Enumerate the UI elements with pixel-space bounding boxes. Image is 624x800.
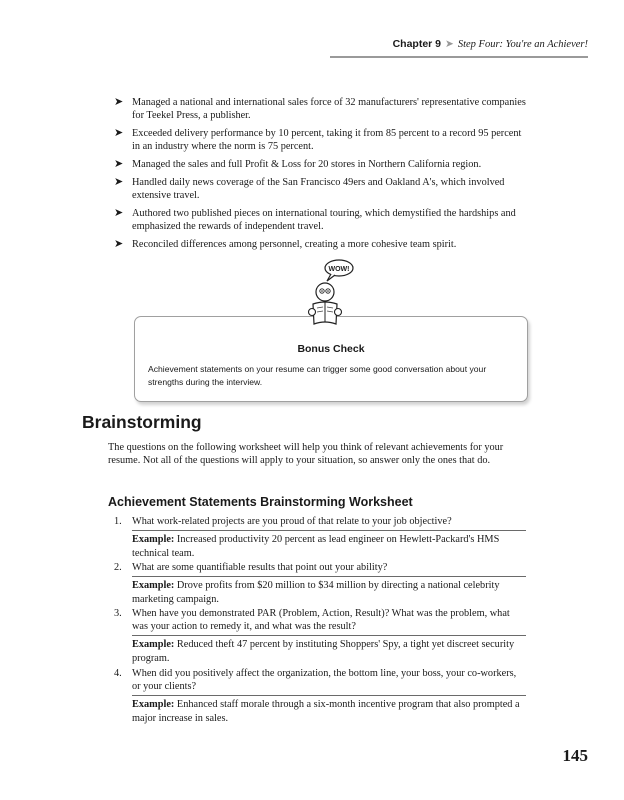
worksheet-example: Example: Reduced theft 47 percent by instituting Shoppers' Spy, a tight yet discreet security program.	[132, 639, 515, 664]
chapter-label: Chapter 9	[392, 38, 442, 50]
list-item: ➤ Exceeded delivery performance by 10 percent, taking it from 85 percent to a record 95 percent in an industry where the norm is 75 percent.	[114, 126, 522, 153]
header-rule	[330, 56, 588, 58]
mascot-speech-text: WOW!	[328, 266, 350, 273]
worksheet-question: 2. What are some quantifiable results that point out your ability?	[114, 562, 388, 573]
worksheet-question: 1. What work-related projects are you proud of that relate to your job objective?	[114, 516, 452, 527]
bullet-arrow-icon: ➤	[114, 96, 124, 108]
worksheet-example: Example: Increased productivity 20 percent as lead engineer on Hewlett-Packard's HMS technical team.	[132, 534, 500, 559]
list-item: ➤ Authored two published pieces on international touring, which demystified the hardships and emphasized the rewards of independent travel.	[114, 206, 516, 232]
worksheet-example: Example: Drove profits from $20 million to $34 million by directing a national celebrity marketing campaign.	[132, 580, 500, 605]
worksheet-item	[114, 515, 526, 560]
worksheet-item	[114, 561, 526, 606]
reading-mascot-icon	[303, 258, 355, 336]
arrow-right-icon: ➤	[445, 39, 454, 50]
bonus-check-title: Bonus Check	[297, 343, 365, 355]
bullet-arrow-icon: ➤	[114, 126, 124, 139]
list-item: ➤ Handled daily news coverage of the San Francisco 49ers and Oakland A's, which involved extensive travel.	[114, 175, 505, 201]
worksheet-question: 3. When have you demonstrated PAR (Problem, Action, Result)? What was the problem, what was your action to remedy it, and what was the result?	[114, 608, 510, 632]
answer-line	[132, 576, 526, 577]
bullet-arrow-icon: ➤	[114, 237, 124, 250]
bullet-arrow-icon: ➤	[114, 157, 124, 170]
bullet-arrow-icon: ➤	[114, 175, 124, 188]
worksheet-question: 4. When did you positively affect the organization, the bottom line, your boss, your co-workers, or your clients?	[114, 668, 517, 692]
section-heading: Brainstorming	[82, 412, 202, 432]
answer-line	[132, 695, 526, 696]
list-item: ➤ Managed the sales and full Profit & Loss for 20 stores in Northern California region.	[114, 157, 482, 170]
step-title: Step Four: You're an Achiever!	[457, 39, 588, 50]
achievement-bullet-list	[114, 96, 526, 255]
bullet-arrow-icon: ➤	[114, 206, 124, 219]
page-number: 145	[562, 746, 588, 765]
answer-line	[132, 635, 526, 636]
list-item: ➤ Reconciled differences among personnel, creating a more cohesive team spirit.	[114, 237, 457, 250]
worksheet-item	[114, 607, 526, 665]
section-intro: The questions on the following worksheet will help you think of relevant achievements for your resume. Not all of the questions will apply to your situation, so answer only the ones that do.	[108, 442, 504, 466]
worksheet-heading: Achievement Statements Brainstorming Worksheet	[108, 495, 413, 509]
worksheet-item	[114, 667, 526, 725]
answer-line	[132, 530, 526, 531]
list-item: ➤ Managed a national and international sales force of 32 manufacturers' representative companies for Teekel Press, a publisher.	[114, 96, 526, 122]
running-header	[80, 38, 588, 50]
bonus-check-text: Achievement statements on your resume can trigger some good conversation about your strengths during the interview.	[148, 364, 487, 387]
worksheet-example: Example: Enhanced staff morale through a six-month incentive program that also prompted a major increase in sales.	[132, 699, 520, 724]
